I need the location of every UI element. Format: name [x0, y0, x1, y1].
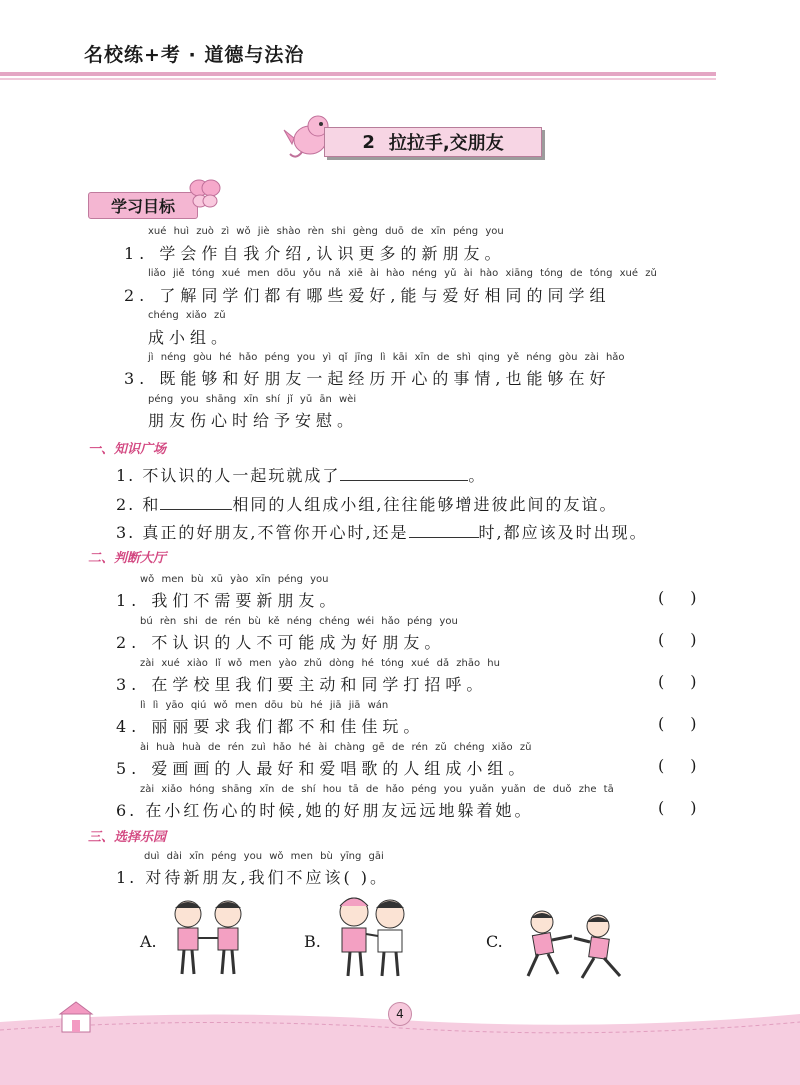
book-title: 名校练+考 · 道德与法治 [84, 44, 305, 66]
section-2-title: 二、判断大厅 [88, 551, 167, 566]
judge-5-answer[interactable]: () [658, 756, 723, 775]
goal-3-pinyin: jì néng gòu hé hǎo péng you yì qǐ jīng lì kāi xīn de shì qing yě néng gòu zài hǎo [148, 352, 625, 363]
goal-3-pinyin-cont: péng you shāng xīn shí jǐ yǔ ān wèi [148, 394, 357, 405]
section-1-title: 一、知识广场 [88, 442, 167, 457]
goal-2-pinyin-cont: chéng xiǎo zǔ [148, 310, 226, 321]
fill-question-2-text: 2. 和 [116, 495, 161, 514]
lesson-number: 2 [362, 131, 375, 153]
fill-question-2 [116, 492, 617, 515]
goal-2-text-cont: 成小组。 [148, 328, 233, 347]
fill-question-3-text: 3. 真正的好朋友,不管你开心时,还是 [116, 523, 409, 542]
option-c-two-kids-fighting-icon[interactable] [512, 906, 636, 982]
judge-4-text: 4. 丽丽要求我们都不和佳佳玩。 [116, 717, 425, 736]
judge-6-pinyin: zài xiǎo hóng shāng xīn de shí hou tā de hǎo péng you yuǎn yuǎn de duǒ zhe tā [140, 784, 614, 795]
judge-3-answer[interactable]: () [658, 672, 723, 691]
option-a-label[interactable]: A. [140, 932, 157, 951]
answer-blank-2[interactable] [160, 495, 232, 510]
judge-5-pinyin: ài huà huà de rén zuì hǎo hé ài chàng gē de rén zǔ chéng xiǎo zǔ [140, 742, 532, 753]
fill-question-1 [116, 463, 486, 486]
fill-question-1-end: 。 [468, 466, 487, 485]
judge-6-text: 6. 在小红伤心的时候,她的好朋友远远地躲着她。 [116, 801, 534, 820]
lesson-title-banner [324, 127, 542, 157]
option-b-two-boys-arm-in-arm-icon[interactable] [328, 890, 418, 980]
judge-2-text: 2. 不认识的人不可能成为好朋友。 [116, 633, 446, 652]
fill-question-1-text: 1. 不认识的人一起玩就成了 [116, 466, 341, 485]
judge-4-pinyin: lì lì yāo qiú wǒ men dōu bù hé jiā jiā wán [140, 700, 389, 711]
judge-4-answer[interactable]: () [658, 714, 723, 733]
judge-3-pinyin: zài xué xiào lǐ wǒ men yào zhǔ dòng hé tóng xué dǎ zhāo hu [140, 658, 500, 669]
choice-1-text: 1. 对待新朋友,我们不应该( )。 [116, 868, 390, 887]
section-3-title: 三、选择乐园 [88, 830, 167, 845]
answer-blank-3[interactable] [409, 523, 479, 538]
fill-question-3-end: 时,都应该及时出现。 [478, 523, 648, 542]
option-b-label[interactable]: B. [304, 932, 321, 951]
judge-1-text: 1. 我们不需要新朋友。 [116, 591, 341, 610]
judge-6-answer[interactable]: () [658, 798, 723, 817]
goal-1-text: 1. 学会作自我介绍,认识更多的新朋友。 [124, 244, 506, 263]
judge-3-text: 3. 在学校里我们要主动和同学打招呼。 [116, 675, 488, 694]
choice-1-pinyin: duì dài xīn péng you wǒ men bù yīng gāi [144, 851, 384, 862]
answer-blank-1[interactable] [340, 466, 468, 481]
goal-2-text: 2. 了解同学们都有哪些爱好,能与爱好相同的同学组 [124, 286, 611, 305]
goal-3-text-cont: 朋友伤心时给予安慰。 [148, 411, 359, 430]
goals-label: 学习目标 [88, 192, 198, 219]
lesson-title: 拉拉手,交朋友 [388, 133, 504, 154]
fill-question-2-end: 相同的人组成小组,往往能够增进彼此间的友谊。 [232, 495, 618, 514]
option-c-label[interactable]: C. [486, 932, 503, 951]
page-number: 4 [388, 1002, 412, 1026]
judge-2-pinyin: bú rèn shi de rén bù kě néng chéng wéi hǎo péng you [140, 616, 458, 627]
fill-question-3 [116, 520, 648, 543]
judge-5-text: 5. 爱画画的人最好和爱唱歌的人组成小组。 [116, 759, 530, 778]
judge-1-answer[interactable]: () [658, 588, 723, 607]
goal-2-pinyin: liǎo jiě tóng xué men dōu yǒu nǎ xiē ài hào néng yǔ ài hào xiāng tóng de tóng xué zǔ [148, 268, 657, 279]
goal-1-pinyin: xué huì zuò zì wǒ jiè shào rèn shi gèng duō de xīn péng you [148, 226, 504, 237]
judge-2-answer[interactable]: () [658, 630, 723, 649]
butterfly-icon [188, 176, 222, 212]
goal-3-text: 3. 既能够和好朋友一起经历开心的事情,也能够在好 [124, 369, 611, 388]
header-rule [0, 72, 716, 76]
judge-1-pinyin: wǒ men bù xū yào xīn péng you [140, 574, 329, 585]
option-a-two-girls-holding-hands-icon[interactable] [160, 894, 256, 980]
header-rule-thin [0, 78, 716, 80]
